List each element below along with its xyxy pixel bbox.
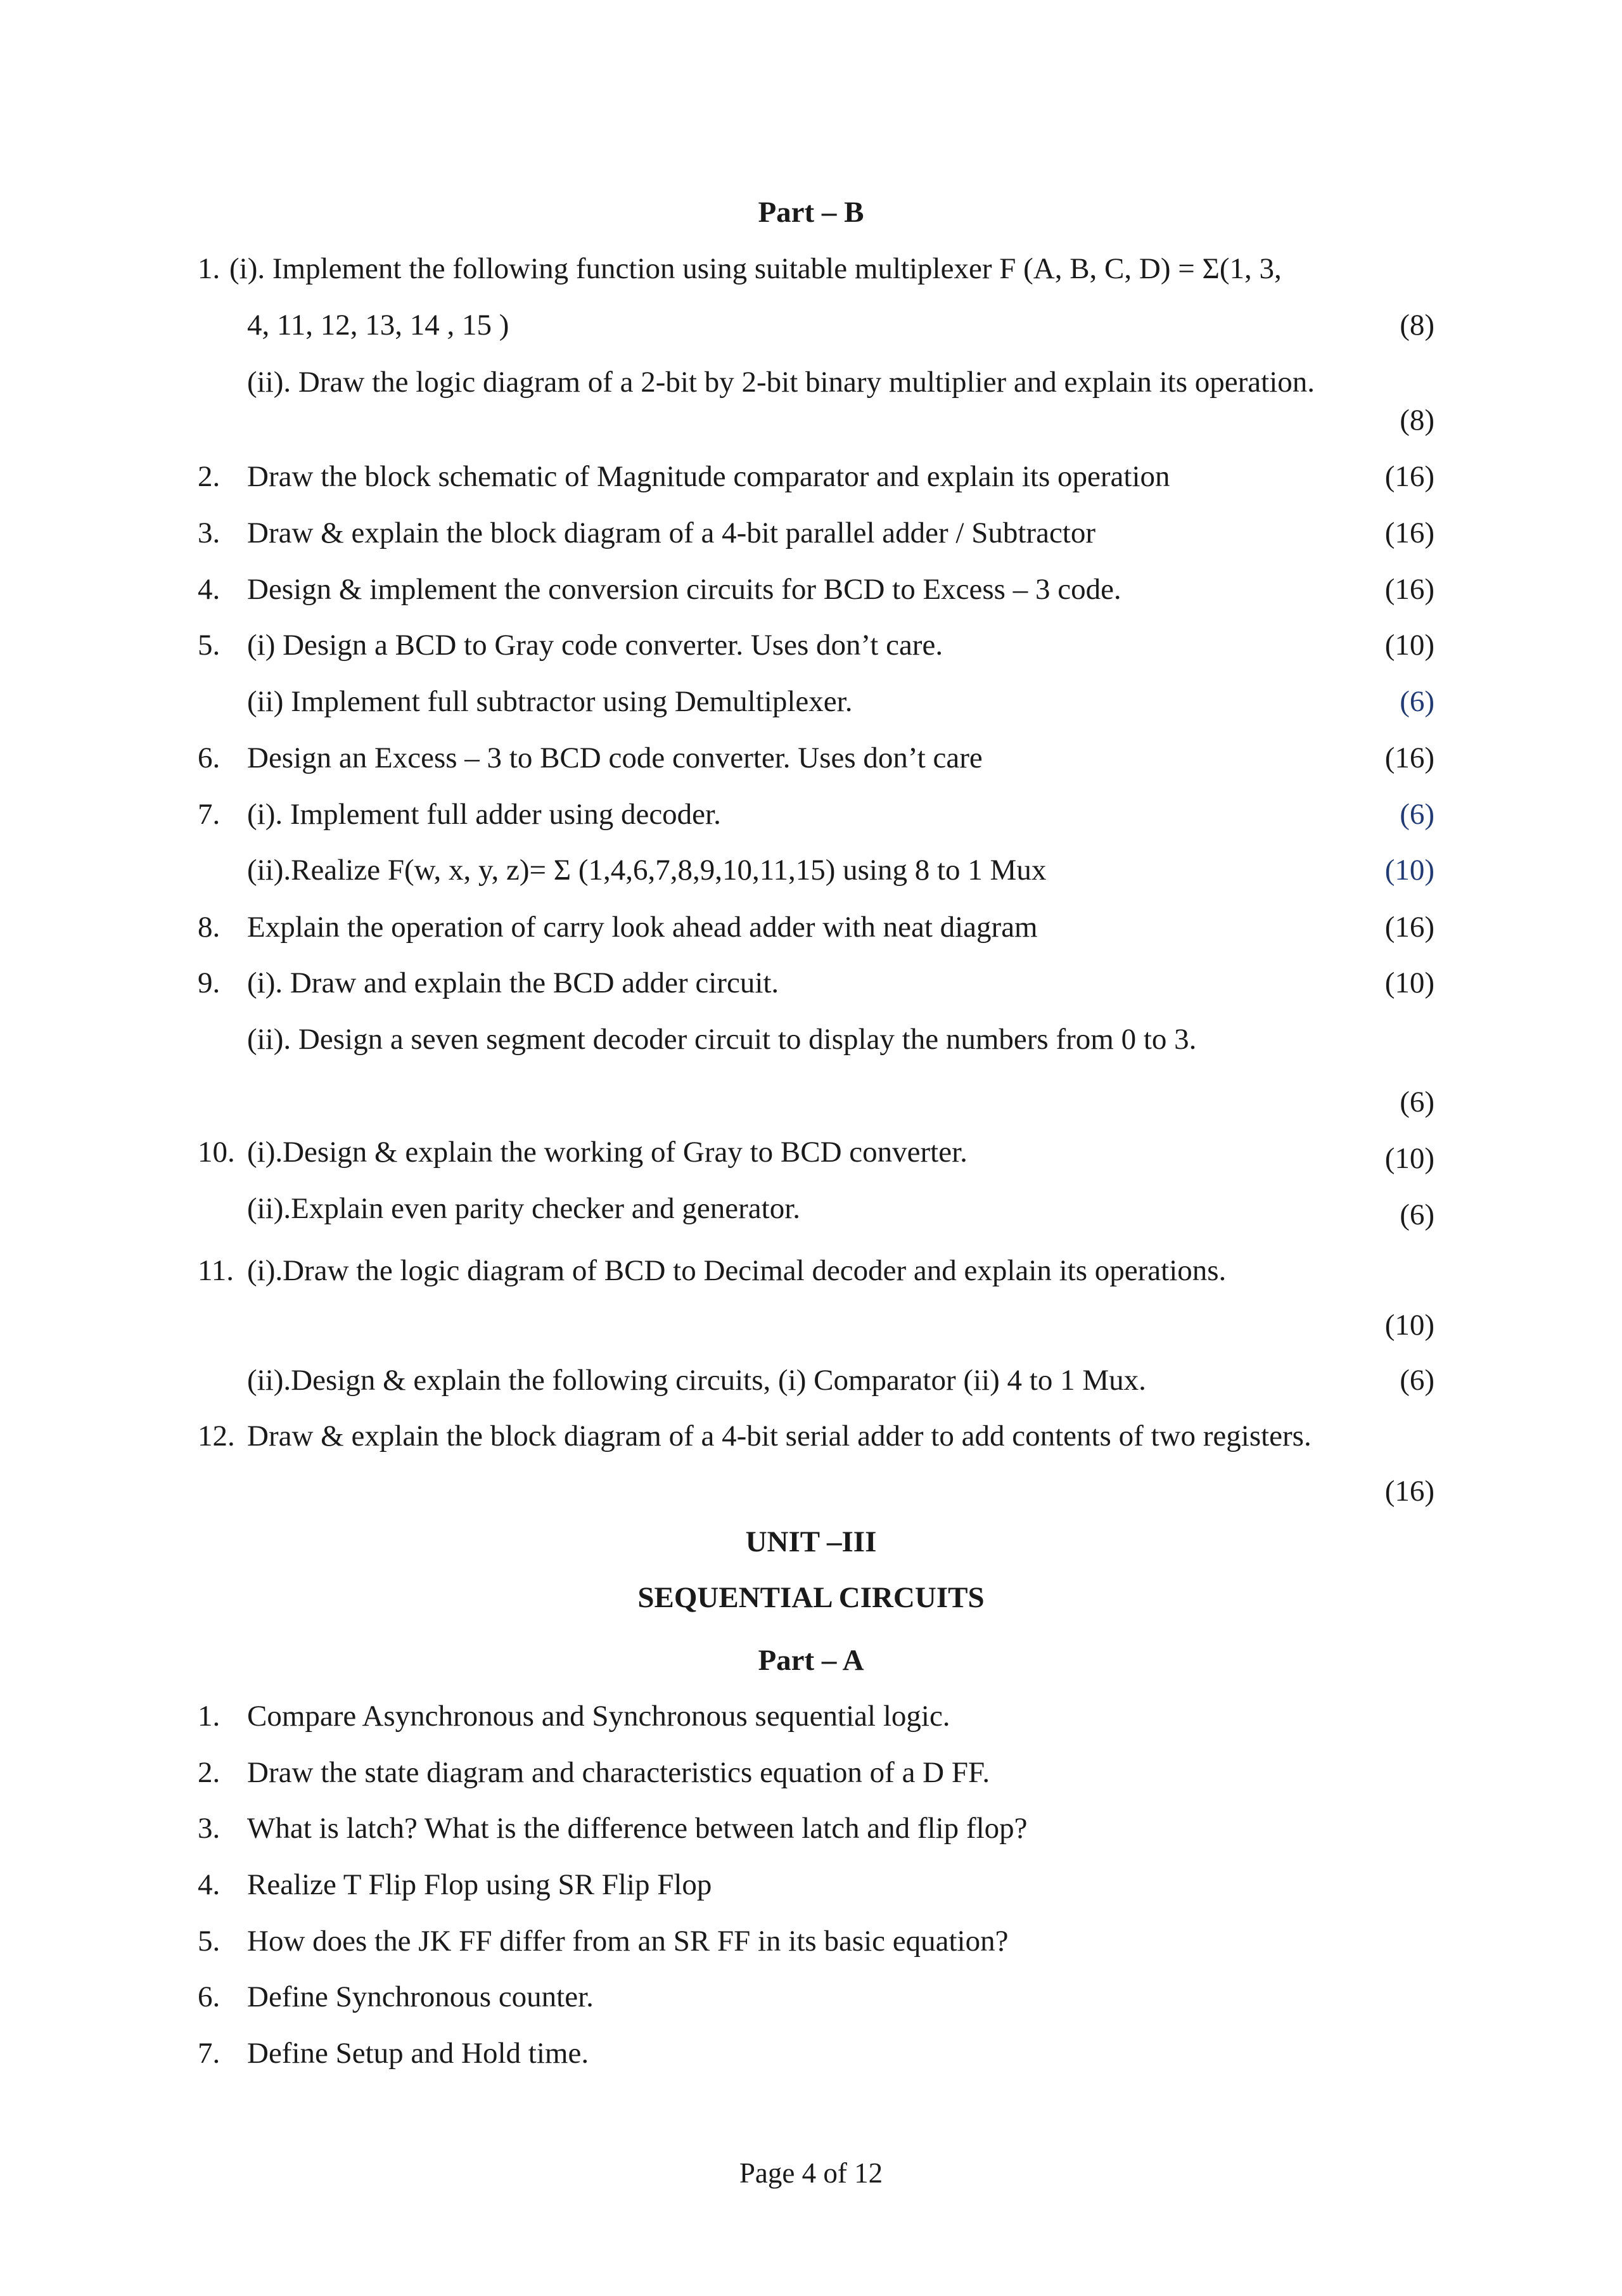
question-2-number: 2.: [198, 460, 220, 493]
question-1-part-i-mark: (8): [1400, 309, 1434, 342]
question-1-number: 1.: [198, 252, 220, 285]
question-8-text: Explain the operation of carry look ahead adder with neat diagram: [247, 911, 1038, 944]
part-a-item-6-text: Define Synchronous counter.: [247, 1980, 594, 2013]
question-6-number: 6.: [198, 741, 220, 774]
question-5-part-ii-text: (ii) Implement full subtractor using Demultiplexer.: [247, 685, 853, 718]
question-11-part-i-mark: (10): [1384, 1309, 1434, 1342]
page-number-footer: Page 4 of 12: [739, 2157, 883, 2189]
part-a-item-6-number: 6.: [198, 1980, 220, 2013]
question-7-part-ii-text: (ii).Realize F(w, x, y, z)= Σ (1,4,6,7,8,9,10,11,15) using 8 to 1 Mux: [247, 854, 1047, 887]
question-10-part-ii-mark: (6): [1400, 1198, 1434, 1231]
question-10-part-ii-text: (ii).Explain even parity checker and generator.: [247, 1192, 801, 1225]
question-2-text: Draw the block schematic of Magnitude comparator and explain its operation: [247, 460, 1170, 493]
question-5-part-i-text: (i) Design a BCD to Gray code converter. Uses don’t care.: [247, 629, 943, 662]
question-10-part-i-mark: (10): [1384, 1142, 1434, 1175]
question-7-number: 7.: [198, 798, 220, 831]
part-a-item-3-text: What is latch? What is the difference between latch and flip flop?: [247, 1812, 1028, 1845]
question-3-mark: (16): [1384, 516, 1434, 549]
part-a-item-5-text: How does the JK FF differ from an SR FF in its basic equation?: [247, 1925, 1009, 1958]
question-4-text: Design & implement the conversion circuits for BCD to Excess – 3 code.: [247, 573, 1121, 606]
question-9-part-i-mark: (10): [1384, 966, 1434, 999]
question-9-part-ii-text: (ii). Design a seven segment decoder circuit to display the numbers from 0 to 3.: [247, 1023, 1197, 1056]
question-5-part-ii-mark: (6): [1400, 685, 1434, 718]
question-11-part-ii-text: (ii).Design & explain the following circuits, (i) Comparator (ii) 4 to 1 Mux.: [247, 1364, 1146, 1397]
question-12-number: 12.: [198, 1420, 235, 1453]
question-6-mark: (16): [1384, 741, 1434, 774]
question-9-number: 9.: [198, 966, 220, 999]
part-a-item-1-text: Compare Asynchronous and Synchronous sequential logic.: [247, 1700, 950, 1733]
part-a-item-2-text: Draw the state diagram and characteristics equation of a D FF.: [247, 1756, 990, 1789]
question-5-number: 5.: [198, 629, 220, 662]
question-9-part-i-text: (i). Draw and explain the BCD adder circuit.: [247, 966, 779, 999]
question-7-part-ii-mark: (10): [1384, 854, 1434, 887]
question-11-part-ii-mark: (6): [1400, 1364, 1434, 1397]
part-a-heading: Part – A: [758, 1644, 864, 1677]
question-3-number: 3.: [198, 516, 220, 549]
part-a-item-7-number: 7.: [198, 2037, 220, 2070]
question-10-number: 10.: [198, 1136, 235, 1169]
part-a-item-1-number: 1.: [198, 1700, 220, 1733]
question-1-part-i-line-2: 4, 11, 12, 13, 14 , 15 ): [247, 309, 509, 342]
part-a-item-7-text: Define Setup and Hold time.: [247, 2037, 589, 2070]
question-12-text: Draw & explain the block diagram of a 4-bit serial adder to add contents of two registers.: [247, 1420, 1312, 1453]
unit-title: UNIT –III: [745, 1525, 877, 1558]
question-8-mark: (16): [1384, 911, 1434, 944]
question-4-mark: (16): [1384, 573, 1434, 606]
part-a-item-4-number: 4.: [198, 1868, 220, 1901]
question-12-mark: (16): [1384, 1475, 1434, 1508]
question-2-mark: (16): [1384, 460, 1434, 493]
unit-subtitle: SEQUENTIAL CIRCUITS: [637, 1581, 985, 1614]
part-a-item-5-number: 5.: [198, 1925, 220, 1958]
question-1-part-ii-mark: (8): [1400, 404, 1434, 437]
part-b-heading: Part – B: [758, 196, 864, 229]
part-a-item-3-number: 3.: [198, 1812, 220, 1845]
question-1-part-i-line-1: (i). Implement the following function using suitable multiplexer F (A, B, C, D) = Σ(1, 3,: [229, 252, 1282, 285]
question-10-part-i-text: (i).Design & explain the working of Gray to BCD converter.: [247, 1136, 967, 1169]
part-a-item-4-text: Realize T Flip Flop using SR Flip Flop: [247, 1868, 712, 1901]
question-11-number: 11.: [198, 1254, 234, 1287]
question-8-number: 8.: [198, 911, 220, 944]
question-11-part-i-text: (i).Draw the logic diagram of BCD to Decimal decoder and explain its operations.: [247, 1254, 1227, 1287]
part-a-item-2-number: 2.: [198, 1756, 220, 1789]
question-4-number: 4.: [198, 573, 220, 606]
question-7-part-i-mark: (6): [1400, 798, 1434, 831]
question-1-part-ii-line-1: (ii). Draw the logic diagram of a 2-bit by 2-bit binary multiplier and explain its operation.: [247, 366, 1315, 399]
question-7-part-i-text: (i). Implement full adder using decoder.: [247, 798, 721, 831]
question-5-part-i-mark: (10): [1384, 629, 1434, 662]
question-3-text: Draw & explain the block diagram of a 4-bit parallel adder / Subtractor: [247, 516, 1096, 549]
question-6-text: Design an Excess – 3 to BCD code converter. Uses don’t care: [247, 741, 983, 774]
question-9-part-ii-mark: (6): [1400, 1086, 1434, 1119]
